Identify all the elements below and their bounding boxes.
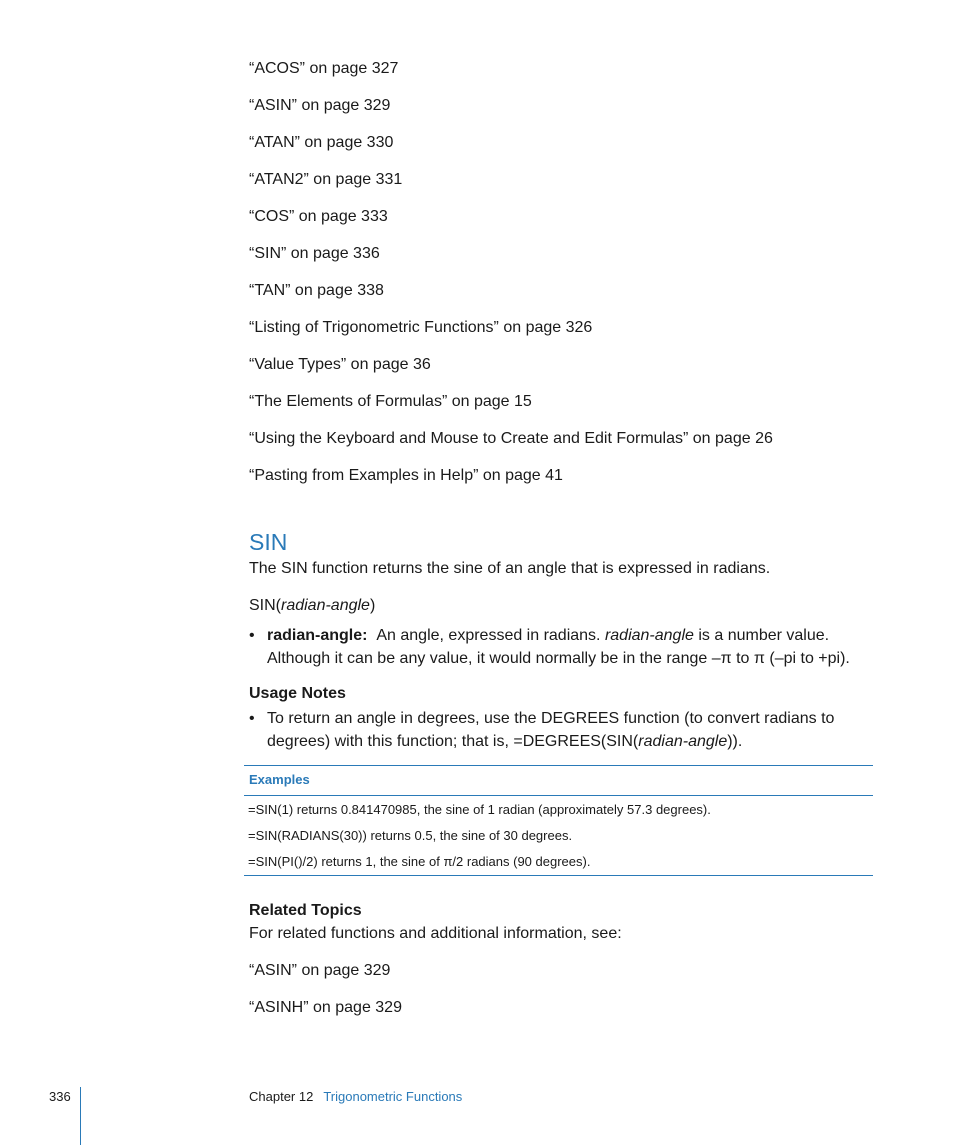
syntax-close-paren: ) — [369, 597, 376, 614]
cross-reference-link[interactable]: “ATAN2” on page 331 — [249, 171, 403, 188]
related-link-asinh[interactable]: “ASINH” on page 329 — [249, 999, 402, 1016]
example-line: =SIN(PI()/2) returns 1, the sine of π/2 radians (90 degrees). — [248, 854, 591, 869]
list-item[interactable] — [249, 95, 773, 132]
argument-text: An angle, expressed in radians. — [376, 627, 601, 644]
argument-text-cont: is a number value. — [698, 627, 830, 644]
cross-reference-link[interactable]: “COS” on page 333 — [249, 208, 388, 225]
usage-note-text: To return an angle in degrees, use the DEGREES function (to convert radians to — [267, 710, 835, 727]
syntax-argument: radian-angle — [281, 597, 370, 614]
list-item[interactable] — [249, 243, 773, 280]
bullet-point: • — [249, 627, 255, 644]
list-item[interactable] — [249, 206, 773, 243]
footer-divider — [80, 1087, 81, 1145]
chapter-label: Chapter 12 — [249, 1089, 314, 1104]
bullet-point: • — [249, 710, 255, 727]
usage-notes-heading: Usage Notes — [249, 685, 346, 702]
cross-reference-link[interactable]: “Pasting from Examples in Help” on page 41 — [249, 467, 563, 484]
syntax-function-name: SIN — [249, 597, 276, 614]
list-item[interactable] — [249, 132, 773, 169]
argument-text-italic: radian-angle — [604, 627, 694, 644]
related-topics-intro: For related functions and additional information, see: — [249, 925, 622, 942]
related-link-asin[interactable]: “ASIN” on page 329 — [249, 962, 391, 979]
cross-reference-link[interactable]: “SIN” on page 336 — [249, 245, 380, 262]
cross-reference-link[interactable]: “ACOS” on page 327 — [249, 60, 399, 77]
usage-note-item — [249, 707, 874, 753]
list-item[interactable] — [249, 317, 773, 354]
list-item[interactable] — [249, 391, 773, 428]
function-syntax — [249, 594, 375, 617]
page-number: 336 — [49, 1089, 71, 1104]
syntax-open-paren: ( — [275, 597, 281, 614]
list-item[interactable] — [249, 354, 773, 391]
list-item[interactable] — [249, 280, 773, 317]
example-line: =SIN(1) returns 0.841470985, the sine of 1 radian (approximately 57.3 degrees). — [248, 802, 711, 817]
cross-reference-link[interactable]: “Listing of Trigonometric Functions” on page 326 — [249, 319, 593, 336]
see-also-link-list — [249, 58, 773, 502]
usage-note-italic: radian-angle — [638, 733, 728, 750]
footer-chapter — [249, 1089, 462, 1104]
examples-box — [244, 765, 873, 876]
cross-reference-link[interactable]: “The Elements of Formulas” on page 15 — [249, 393, 532, 410]
cross-reference-link[interactable]: “ATAN” on page 330 — [249, 134, 394, 151]
argument-name: radian-angle: — [267, 627, 368, 644]
related-topics-heading: Related Topics — [249, 902, 362, 919]
argument-description — [249, 624, 874, 670]
list-item[interactable] — [249, 169, 773, 206]
list-item[interactable] — [249, 58, 773, 95]
function-description: The SIN function returns the sine of an angle that is expressed in radians. — [249, 560, 771, 577]
cross-reference-link[interactable]: “Using the Keyboard and Mouse to Create and Edit Formulas” on page 26 — [249, 430, 773, 447]
cross-reference-link[interactable]: “TAN” on page 338 — [249, 282, 384, 299]
list-item[interactable] — [249, 465, 773, 502]
argument-range-text: Although it can be any value, it would normally be in the range –π to π (–pi to +pi). — [267, 650, 850, 667]
cross-reference-link[interactable]: “Value Types” on page 36 — [249, 356, 431, 373]
list-item[interactable] — [249, 428, 773, 465]
examples-divider — [244, 795, 873, 796]
usage-note-text-end: )). — [727, 733, 743, 750]
example-line: =SIN(RADIANS(30)) returns 0.5, the sine of 30 degrees. — [248, 828, 573, 843]
usage-note-text-cont: degrees) with this function; that is, =DEGREES(SIN( — [267, 733, 639, 750]
cross-reference-link[interactable]: “ASIN” on page 329 — [249, 97, 391, 114]
chapter-title: Trigonometric Functions — [323, 1089, 463, 1104]
section-title-sin: SIN — [249, 529, 288, 555]
examples-heading: Examples — [249, 772, 310, 787]
